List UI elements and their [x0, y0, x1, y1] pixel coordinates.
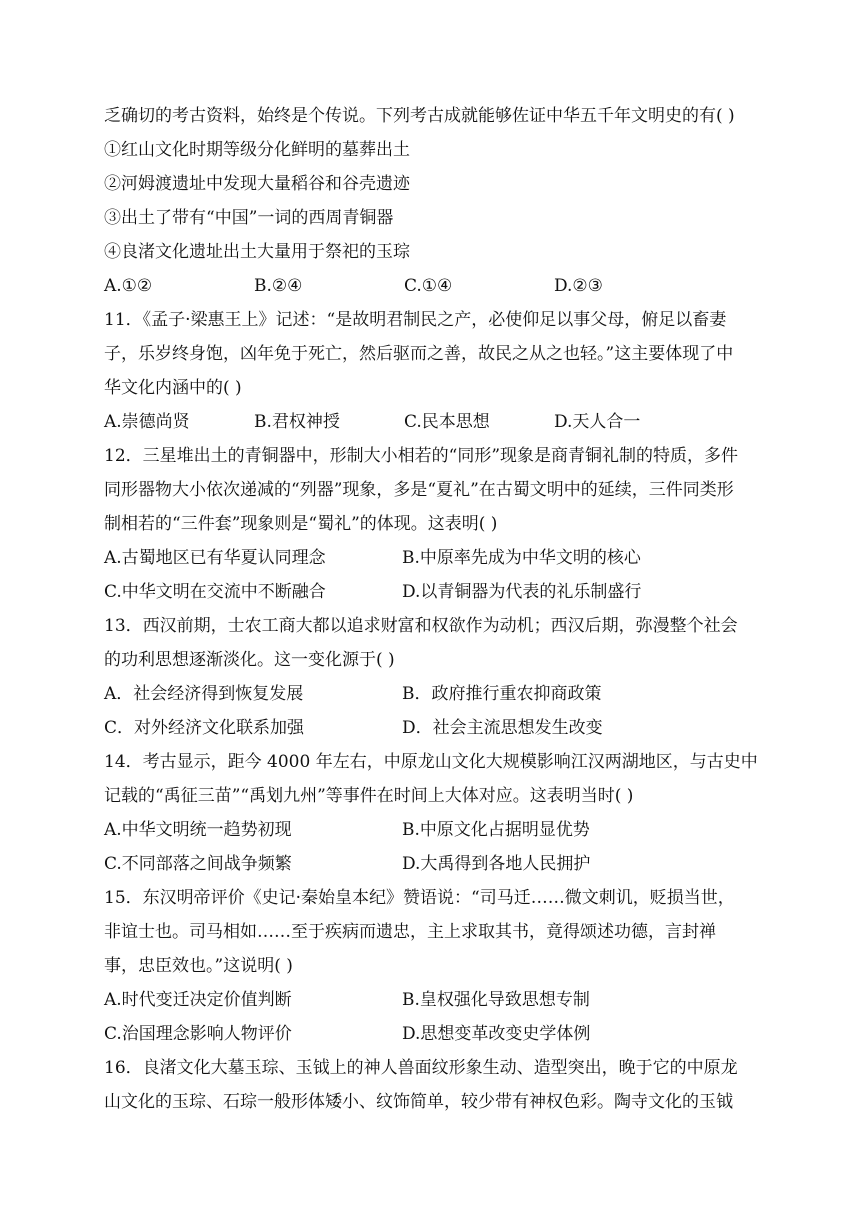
question-stem-line: 13．西汉前期，士农工商大都以追求财富和权欲作为动机；西汉后期，弥漫整个社会	[104, 616, 738, 636]
option-a: A.古蜀地区已有华夏认同理念	[104, 548, 326, 568]
option-a: A.崇德尚贤	[104, 412, 190, 432]
answer-options	[104, 677, 759, 711]
option-d: D.②③	[554, 276, 603, 296]
question-stem-line: 14．考古显示，距今 4000 年左右，中原龙山文化大规模影响江汉两湖地区，与古史中	[104, 752, 758, 772]
option-b: B.皇权强化导致思想专制	[402, 990, 590, 1010]
question-stem-line: 乏确切的考古资料，始终是个传说。下列考古成就能够佐证中华五千年文明史的有( )	[104, 106, 735, 126]
option-d: D．社会主流思想发生改变	[402, 718, 603, 738]
option-a: A．社会经济得到恢复发展	[104, 684, 304, 704]
answer-options	[104, 575, 759, 609]
answer-options	[104, 405, 759, 439]
option-a: A.①②	[104, 276, 153, 296]
question-11	[104, 303, 759, 439]
statement-item: ②河姆渡遗址中发现大量稻谷和谷壳遗迹	[104, 174, 410, 194]
option-a: A.中华文明统一趋势初现	[104, 820, 292, 840]
option-c: C.治国理念影响人物评价	[104, 1024, 292, 1044]
statement-item: ①红山文化时期等级分化鲜明的墓葬出土	[104, 140, 410, 160]
option-c: C．对外经济文化联系加强	[104, 718, 305, 738]
question-16	[104, 1051, 759, 1119]
option-c: C.①④	[404, 276, 453, 296]
option-a: A.时代变迁决定价值判断	[104, 990, 292, 1010]
answer-options	[104, 847, 759, 881]
question-12	[104, 439, 759, 609]
question-stem-line: 华文化内涵中的( )	[104, 378, 242, 398]
option-c: C.民本思想	[404, 412, 490, 432]
option-b: B.②④	[254, 276, 303, 296]
question-15	[104, 881, 759, 1051]
question-stem-line: 子，乐岁终身饱，凶年免于死亡，然后驱而之善，故民之从之也轻。”这主要体现了中	[104, 344, 734, 364]
question-stem-line: 同形器物大小依次递减的“列器”现象，多是“夏礼”在古蜀文明中的延续，三件同类形	[104, 480, 734, 500]
answer-options	[104, 983, 759, 1017]
question-stem-line: 山文化的玉琮、石琮一般形体矮小、纹饰简单，较少带有神权色彩。陶寺文化的玉钺	[104, 1092, 733, 1112]
answer-options	[104, 1017, 759, 1051]
answer-options	[104, 711, 759, 745]
option-b: B.君权神授	[254, 412, 340, 432]
statement-item: ④良渚文化遗址出土大量用于祭祀的玉琮	[104, 242, 410, 262]
answer-options	[104, 813, 759, 847]
option-c: C.中华文明在交流中不断融合	[104, 582, 326, 602]
question-stem-line: 事，忠臣效也。”这说明( )	[104, 956, 293, 976]
option-b: B.中原率先成为中华文明的核心	[402, 548, 641, 568]
question-stem-line: 11．《孟子·梁惠王上》记述：“是故明君制民之产，必使仰足以事父母，俯足以畜妻	[104, 310, 727, 330]
answer-options	[104, 269, 759, 303]
option-b: B．政府推行重农抑商政策	[402, 684, 602, 704]
option-d: D.思想变革改变史学体例	[402, 1024, 591, 1044]
question-stem-line: 16．良渚文化大墓玉琮、玉钺上的神人兽面纹形象生动、造型突出，晚于它的中原龙	[104, 1058, 738, 1078]
option-c: C.不同部落之间战争频繁	[104, 854, 292, 874]
question-14	[104, 745, 759, 881]
option-b: B.中原文化占据明显优势	[402, 820, 590, 840]
question-10	[104, 99, 759, 303]
statement-item: ③出土了带有“中国”一词的西周青铜器	[104, 208, 394, 228]
answer-options	[104, 541, 759, 575]
question-stem-line: 记载的“禹征三苗”“禹划九州”等事件在时间上大体对应。这表明当时( )	[104, 786, 634, 806]
question-stem-line: 的功利思想逐渐淡化。这一变化源于( )	[104, 650, 395, 670]
page-content	[104, 99, 759, 1119]
question-stem-line: 12．三星堆出土的青铜器中，形制大小相若的“同形”现象是商青铜礼制的特质，多件	[104, 446, 739, 466]
question-stem-line: 制相若的“三件套”现象则是“蜀礼”的体现。这表明( )	[104, 514, 498, 534]
question-stem-line: 15．东汉明帝评价《史记·秦始皇本纪》赞语说：“司马迁……微文刺讥，贬损当世，	[104, 888, 735, 908]
option-d: D.大禹得到各地人民拥护	[402, 854, 591, 874]
question-13	[104, 609, 759, 745]
option-d: D.天人合一	[554, 412, 641, 432]
option-d: D.以青铜器为代表的礼乐制盛行	[402, 582, 642, 602]
question-stem-line: 非谊士也。司马相如……至于疾病而遗忠，主上求取其书，竟得颂述功德，言封禅	[104, 922, 716, 942]
